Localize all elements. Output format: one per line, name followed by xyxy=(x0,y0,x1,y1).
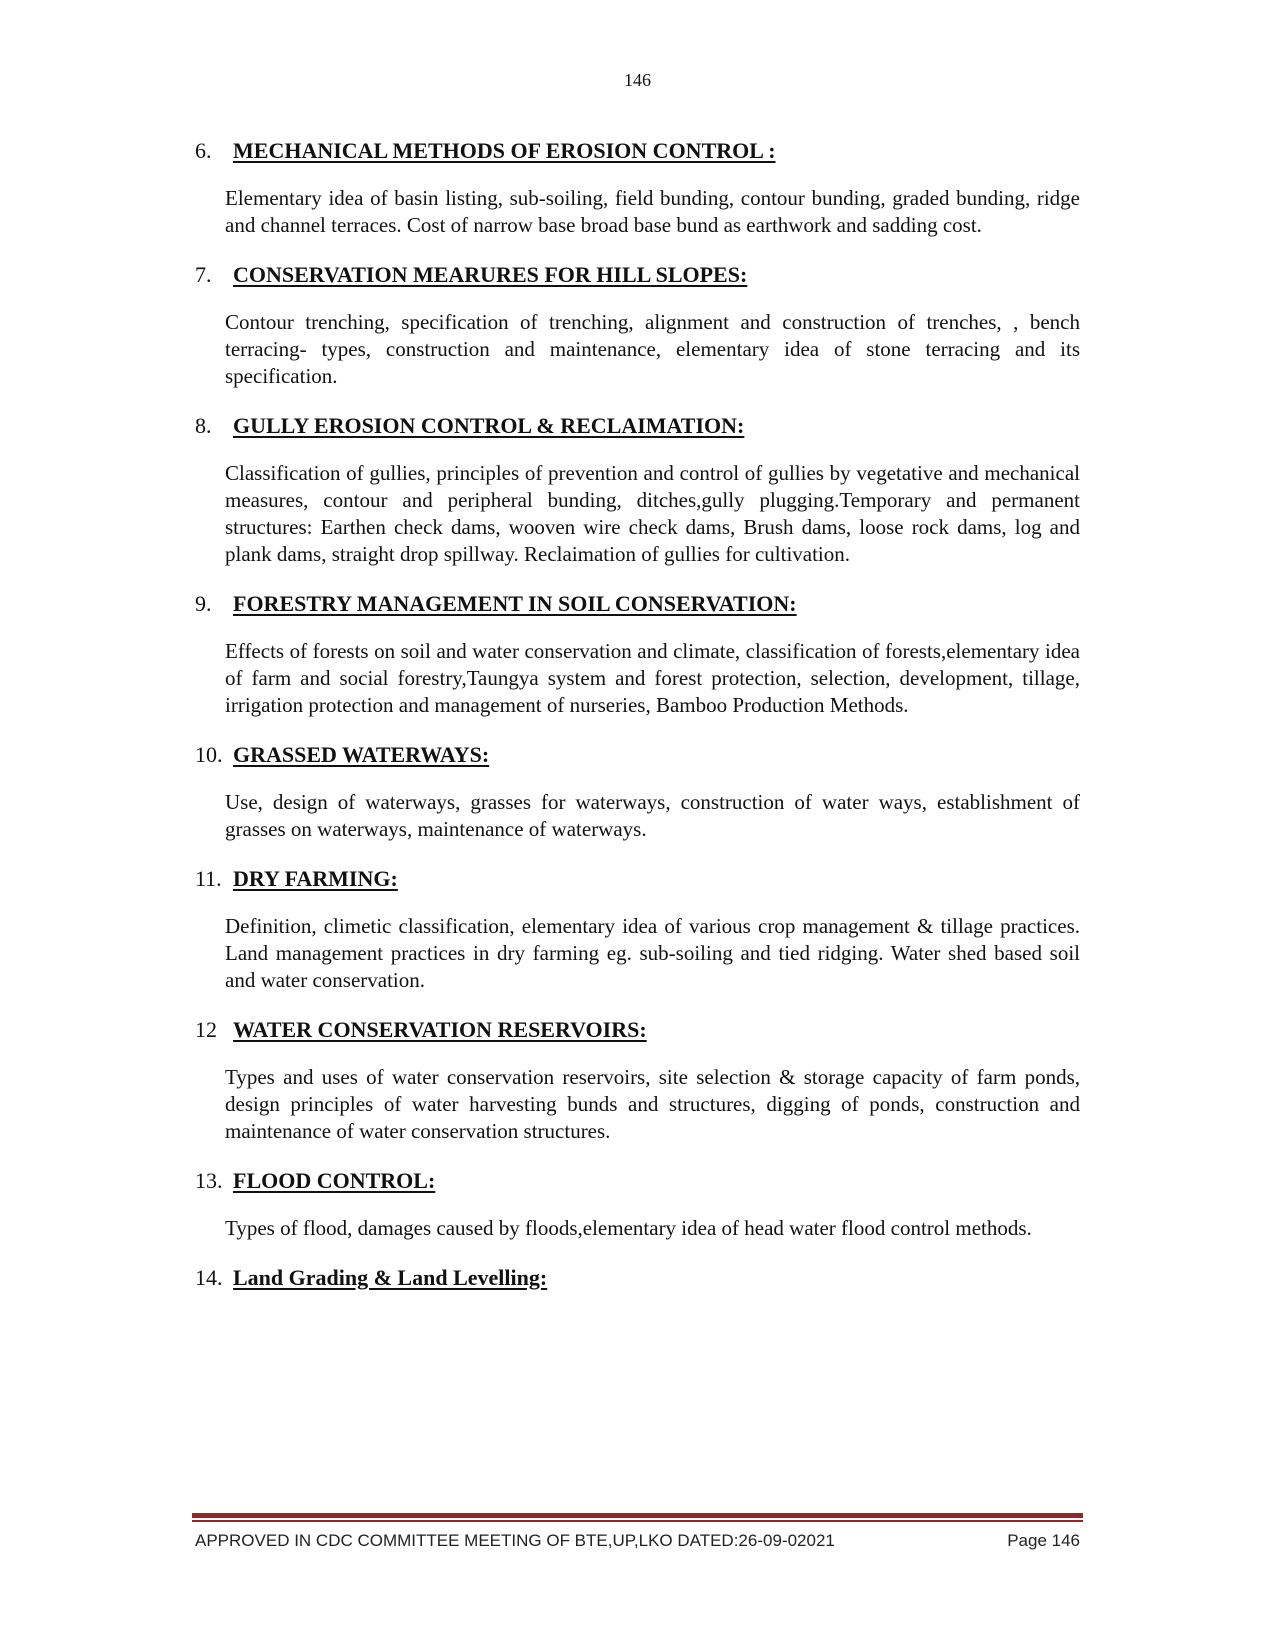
section-title: FLOOD CONTROL: xyxy=(233,1168,436,1193)
section-body: Types and uses of water conservation reservoirs, site selection & storage capacity of farm ponds, design principles of water harvesting bunds and structures, digging of ponds, construction and maintenance of water conservation structures. xyxy=(225,1065,1080,1143)
section-number: 11. xyxy=(195,866,222,891)
section-heading xyxy=(195,590,1080,618)
section-body: Elementary idea of basin listing, sub-soiling, field bunding, contour bunding, graded bunding, ridge and channel terraces. Cost of narrow base broad base bund as earthwork and sadding cost. xyxy=(225,186,1080,237)
section-body: Classification of gullies, principles of prevention and control of gullies by vegetative and mechanical measures, contour and peripheral bunding, ditches,gully plugging.Temporary and permanent structures: Earthen check dams, wooven wire check dams, Brush dams, loose rock dams, log and plank dams, straight drop spillway. Reclaimation of gullies for cultivation. xyxy=(225,461,1080,566)
footer-page-number: Page 146 xyxy=(1007,1531,1080,1550)
section-number: 8. xyxy=(195,413,212,438)
section-heading xyxy=(195,1264,1080,1292)
section-heading xyxy=(195,741,1080,769)
section-number: 9. xyxy=(195,591,212,616)
section-title: DRY FARMING: xyxy=(233,866,398,891)
section-title: FORESTRY MANAGEMENT IN SOIL CONSERVATION: xyxy=(233,591,797,616)
section-number: 6. xyxy=(195,138,212,163)
section-heading xyxy=(195,412,1080,440)
section-title: MECHANICAL METHODS OF EROSION CONTROL : xyxy=(233,138,776,163)
footer-divider xyxy=(192,1513,1083,1523)
section-13 xyxy=(195,1167,1080,1242)
document-body xyxy=(195,137,1080,1314)
section-7 xyxy=(195,261,1080,390)
section-heading xyxy=(195,261,1080,289)
section-number: 12 xyxy=(195,1017,217,1042)
section-number: 7. xyxy=(195,262,212,287)
section-number: 10. xyxy=(195,742,223,767)
section-body: Definition, climetic classification, elementary idea of various crop management & tillage practices. Land management practices in dry farming eg. sub-soiling and tied ridging. Water shed based soil and water conservation. xyxy=(225,914,1080,992)
section-8 xyxy=(195,412,1080,568)
section-title: Land Grading & Land Levelling: xyxy=(233,1265,548,1290)
section-11 xyxy=(195,865,1080,994)
footer-divider-thick xyxy=(192,1513,1083,1518)
section-title: GULLY EROSION CONTROL & RECLAIMATION: xyxy=(233,413,745,438)
section-9 xyxy=(195,590,1080,719)
section-6 xyxy=(195,137,1080,239)
page-footer xyxy=(195,1531,1080,1551)
section-body: Use, design of waterways, grasses for waterways, construction of water ways, establishment of grasses on waterways, maintenance of waterways. xyxy=(225,790,1080,841)
section-body: Effects of forests on soil and water conservation and climate, classification of forests,elementary idea of farm and social forestry,Taungya system and forest protection, selection, development, tillage, irrigation protection and management of nurseries, Bamboo Production Methods. xyxy=(225,639,1080,717)
footer-approval-text: APPROVED IN CDC COMMITTEE MEETING OF BTE,UP,LKO DATED:26-09-02021 xyxy=(195,1531,835,1550)
footer-divider-thin xyxy=(192,1520,1083,1522)
section-body: Types of flood, damages caused by floods,elementary idea of head water flood control methods. xyxy=(225,1216,1032,1240)
section-body: Contour trenching, specification of trenching, alignment and construction of trenches, , bench terracing- types, construction and maintenance, elementary idea of stone terracing and its specification. xyxy=(225,310,1080,388)
section-heading xyxy=(195,137,1080,165)
section-14 xyxy=(195,1264,1080,1292)
page-number-top: 146 xyxy=(624,70,651,90)
section-title: GRASSED WATERWAYS: xyxy=(233,742,490,767)
section-title: CONSERVATION MEARURES FOR HILL SLOPES: xyxy=(233,262,748,287)
section-heading xyxy=(195,1016,1080,1044)
section-heading xyxy=(195,1167,1080,1195)
section-12 xyxy=(195,1016,1080,1145)
section-title: WATER CONSERVATION RESERVOIRS: xyxy=(233,1017,647,1042)
section-10 xyxy=(195,741,1080,843)
section-heading xyxy=(195,865,1080,893)
section-number: 14. xyxy=(195,1265,223,1290)
section-number: 13. xyxy=(195,1168,223,1193)
